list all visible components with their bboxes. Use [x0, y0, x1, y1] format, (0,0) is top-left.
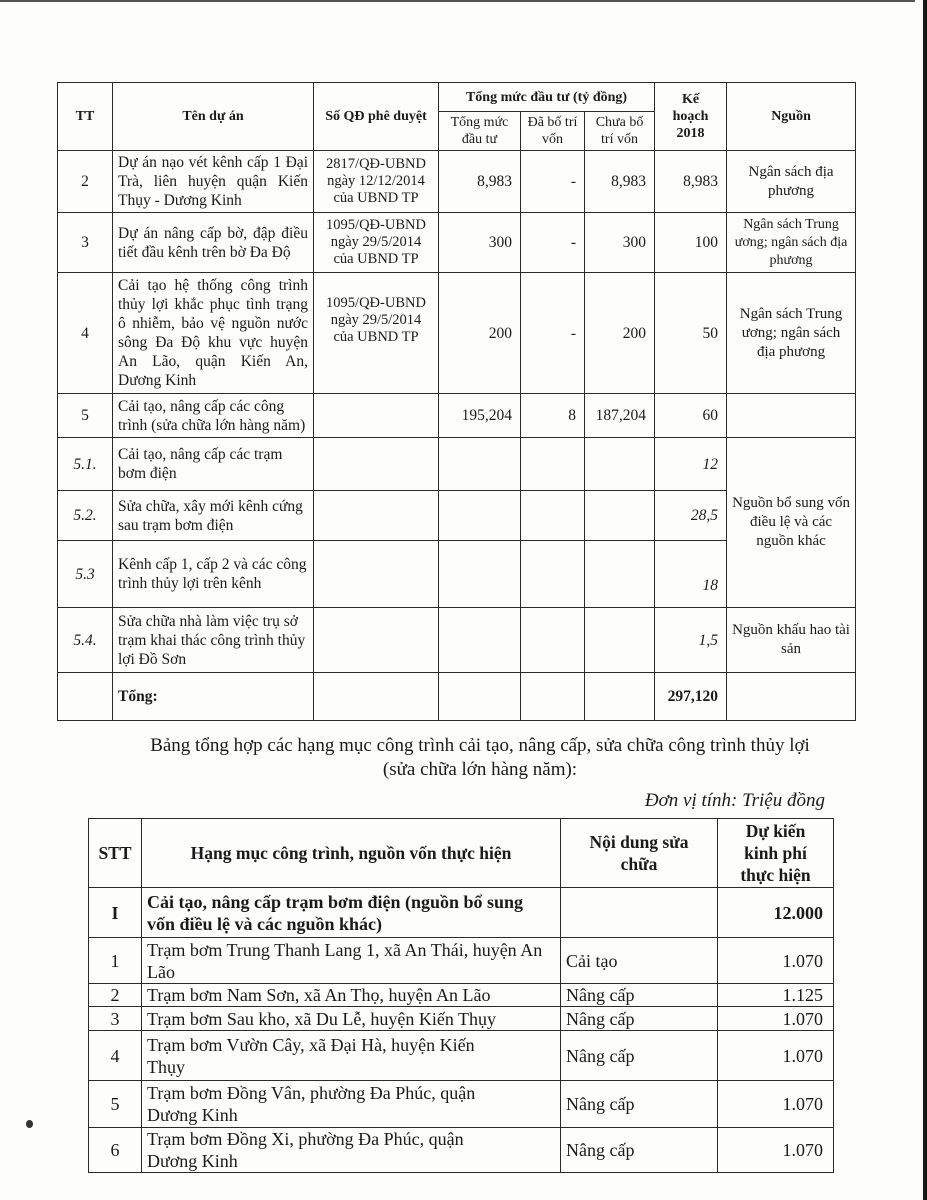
cell-tt: 5.1. [58, 438, 113, 491]
cell-stt: 6 [89, 1128, 142, 1173]
table-row [89, 984, 834, 1007]
scan-speck [26, 1120, 33, 1128]
cell-noi-dung: Nâng cấp [561, 984, 718, 1007]
cell-chua-bo-tri [585, 491, 655, 541]
cell-ten: Dự án nạo vét kênh cấp 1 Đại Trà, liên huyện quận Kiến Thụy - Dương Kinh [113, 151, 314, 213]
cell-stt: 1 [89, 938, 142, 984]
col-noi-dung: Nội dung sửa chữa [561, 819, 718, 888]
table-row [89, 1128, 834, 1173]
col-tong-muc: Tổng mức đầu tư [439, 112, 521, 151]
table-row [58, 273, 856, 394]
cell-qd [314, 438, 439, 491]
cell-tong-muc [439, 608, 521, 673]
cell-stt: 2 [89, 984, 142, 1007]
cell-hang-muc: Trạm bơm Trung Thanh Lang 1, xã An Thái, huyện An Lão [142, 938, 561, 984]
scan-edge-right [915, 0, 927, 1200]
investment-table [57, 82, 856, 721]
cell-tt: 2 [58, 151, 113, 213]
header-row [89, 819, 834, 888]
scan-edge-top [0, 0, 927, 2]
cell-tong-muc [439, 438, 521, 491]
cell-hang-muc: Cải tạo, nâng cấp trạm bơm điện (nguồn bổ sung vốn điều lệ và các nguồn khác) [142, 888, 561, 938]
cell-chua-bo-tri: 200 [585, 273, 655, 394]
cell-ten: Cải tạo, nâng cấp các công trình (sửa chữa lớn hàng năm) [113, 394, 314, 438]
cell-da-bo-tri: - [521, 273, 585, 394]
cell-tong-muc [439, 491, 521, 541]
cell-nguon: Ngân sách Trung ương; ngân sách địa phương [727, 273, 856, 394]
cell-du-kien: 1.070 [718, 938, 834, 984]
cell-du-kien: 1.070 [718, 1081, 834, 1128]
cell-tt: 5.4. [58, 608, 113, 673]
cell-qd: 2817/QĐ-UBND ngày 12/12/2014 của UBND TP [314, 151, 439, 213]
cell-qd [314, 541, 439, 608]
cell-du-kien: 1.070 [718, 1007, 834, 1031]
cell-da-bo-tri: 8 [521, 394, 585, 438]
cell-tong-muc [439, 541, 521, 608]
col-ke-hoach: Kế hoạch 2018 [655, 83, 727, 151]
table-row [58, 438, 856, 491]
cell-tt: 5.2. [58, 491, 113, 541]
total-row [58, 673, 856, 721]
cell-chua-bo-tri [585, 608, 655, 673]
cell-da-bo-tri [521, 438, 585, 491]
cell-ten: Cải tạo, nâng cấp các trạm bơm điện [113, 438, 314, 491]
cell-da-bo-tri [521, 608, 585, 673]
cell-qd [314, 673, 439, 721]
cell-ten: Cải tạo hệ thống công trình thủy lợi khắc phục tình trạng ô nhiễm, bảo vệ nguồn nước sông Đa Độ khu vực huyện An Lão, quận Kiến An, Dương Kinh [113, 273, 314, 394]
cell-ke-hoach: 1,5 [655, 608, 727, 673]
col-group-tong-muc: Tổng mức đầu tư (tỷ đồng) [439, 83, 655, 112]
table-row [58, 213, 856, 273]
cell-nguon: Ngân sách Trung ương; ngân sách địa phương [727, 213, 856, 273]
cell-tt: 5 [58, 394, 113, 438]
total-label: Tổng: [113, 673, 314, 721]
cell-du-kien: 1.070 [718, 1128, 834, 1173]
cell-tt: 4 [58, 273, 113, 394]
cell-ten: Dự án nâng cấp bờ, đập điều tiết đầu kênh trên bờ Đa Độ [113, 213, 314, 273]
unit-label: Đơn vị tính: Triệu đồng [644, 790, 825, 811]
cell-stt: I [89, 888, 142, 938]
cell-tong-muc: 8,983 [439, 151, 521, 213]
cell-tt [58, 673, 113, 721]
cell-da-bo-tri: - [521, 151, 585, 213]
cell-du-kien: 1.125 [718, 984, 834, 1007]
group-row [89, 888, 834, 938]
cell-noi-dung: Nâng cấp [561, 1128, 718, 1173]
repair-items-table [88, 818, 834, 1173]
cell-da-bo-tri: - [521, 213, 585, 273]
cell-ke-hoach: 12 [655, 438, 727, 491]
table-row [58, 394, 856, 438]
col-nguon: Nguồn [727, 83, 856, 151]
cell-chua-bo-tri [585, 541, 655, 608]
cell-da-bo-tri [521, 541, 585, 608]
col-chua-bo-tri: Chưa bố trí vốn [585, 112, 655, 151]
table-row [58, 608, 856, 673]
cell-ke-hoach: 8,983 [655, 151, 727, 213]
table-row [89, 1031, 834, 1081]
cell-noi-dung: Nâng cấp [561, 1007, 718, 1031]
cell-ke-hoach: 50 [655, 273, 727, 394]
cell-chua-bo-tri: 300 [585, 213, 655, 273]
table2-caption: Bảng tổng hợp các hạng mục công trình cải tạo, nâng cấp, sửa chữa công trình thủy lợi (sửa chữa lớn hàng năm): [150, 735, 810, 780]
cell-qd: 1095/QĐ-UBND ngày 29/5/2014 của UBND TP [314, 273, 439, 394]
table-row [58, 151, 856, 213]
cell-da-bo-tri [521, 491, 585, 541]
cell-tt: 3 [58, 213, 113, 273]
cell-ten: Sửa chữa, xây mới kênh cứng sau trạm bơm điện [113, 491, 314, 541]
cell-noi-dung: Nâng cấp [561, 1031, 718, 1081]
table-row [89, 1081, 834, 1128]
cell-noi-dung: Nâng cấp [561, 1081, 718, 1128]
cell-ke-hoach: 28,5 [655, 491, 727, 541]
cell-ten: Kênh cấp 1, cấp 2 và các công trình thủy lợi trên kênh [113, 541, 314, 608]
cell-nguon [727, 394, 856, 438]
col-ten-du-an: Tên dự án [113, 83, 314, 151]
cell-chua-bo-tri [585, 673, 655, 721]
cell-tong-muc: 195,204 [439, 394, 521, 438]
cell-stt: 3 [89, 1007, 142, 1031]
cell-hang-muc: Trạm bơm Vườn Cây, xã Đại Hà, huyện Kiến Thụy [142, 1031, 561, 1081]
cell-nguon: Nguồn khấu hao tài sản [727, 608, 856, 673]
header-row [58, 83, 856, 112]
col-hang-muc: Hạng mục công trình, nguồn vốn thực hiện [142, 819, 561, 888]
cell-nguon [727, 673, 856, 721]
cell-ten: Sửa chữa nhà làm việc trụ sở trạm khai thác công trình thủy lợi Đồ Sơn [113, 608, 314, 673]
cell-hang-muc: Trạm bơm Sau kho, xã Du Lễ, huyện Kiến Thụy [142, 1007, 561, 1031]
table-row [89, 938, 834, 984]
cell-chua-bo-tri: 8,983 [585, 151, 655, 213]
cell-hang-muc: Trạm bơm Nam Sơn, xã An Thọ, huyện An Lão [142, 984, 561, 1007]
cell-chua-bo-tri: 187,204 [585, 394, 655, 438]
cell-stt: 5 [89, 1081, 142, 1128]
cell-du-kien: 1.070 [718, 1031, 834, 1081]
cell-ke-hoach: 100 [655, 213, 727, 273]
total-value: 297,120 [655, 673, 727, 721]
cell-qd [314, 491, 439, 541]
cell-qd: 1095/QĐ-UBND ngày 29/5/2014 của UBND TP [314, 213, 439, 273]
cell-du-kien: 12.000 [718, 888, 834, 938]
cell-noi-dung: Cải tạo [561, 938, 718, 984]
table-row [89, 1007, 834, 1031]
cell-qd [314, 394, 439, 438]
cell-tong-muc: 200 [439, 273, 521, 394]
cell-noi-dung [561, 888, 718, 938]
col-tt: TT [58, 83, 113, 151]
cell-nguon: Ngân sách địa phương [727, 151, 856, 213]
cell-ke-hoach: 60 [655, 394, 727, 438]
cell-nguon-group: Nguồn bổ sung vốn điều lệ và các nguồn khác [727, 438, 856, 608]
cell-qd [314, 608, 439, 673]
cell-tong-muc: 300 [439, 213, 521, 273]
cell-tong-muc [439, 673, 521, 721]
col-stt: STT [89, 819, 142, 888]
cell-ke-hoach: 18 [655, 541, 727, 608]
cell-stt: 4 [89, 1031, 142, 1081]
col-du-kien: Dự kiến kinh phí thực hiện [718, 819, 834, 888]
col-da-bo-tri: Đã bố trí vốn [521, 112, 585, 151]
cell-tt: 5.3 [58, 541, 113, 608]
cell-chua-bo-tri [585, 438, 655, 491]
cell-hang-muc: Trạm bơm Đồng Vân, phường Đa Phúc, quận Dương Kinh [142, 1081, 561, 1128]
col-so-qd: Số QĐ phê duyệt [314, 83, 439, 151]
cell-hang-muc: Trạm bơm Đồng Xi, phường Đa Phúc, quận Dương Kinh [142, 1128, 561, 1173]
cell-da-bo-tri [521, 673, 585, 721]
